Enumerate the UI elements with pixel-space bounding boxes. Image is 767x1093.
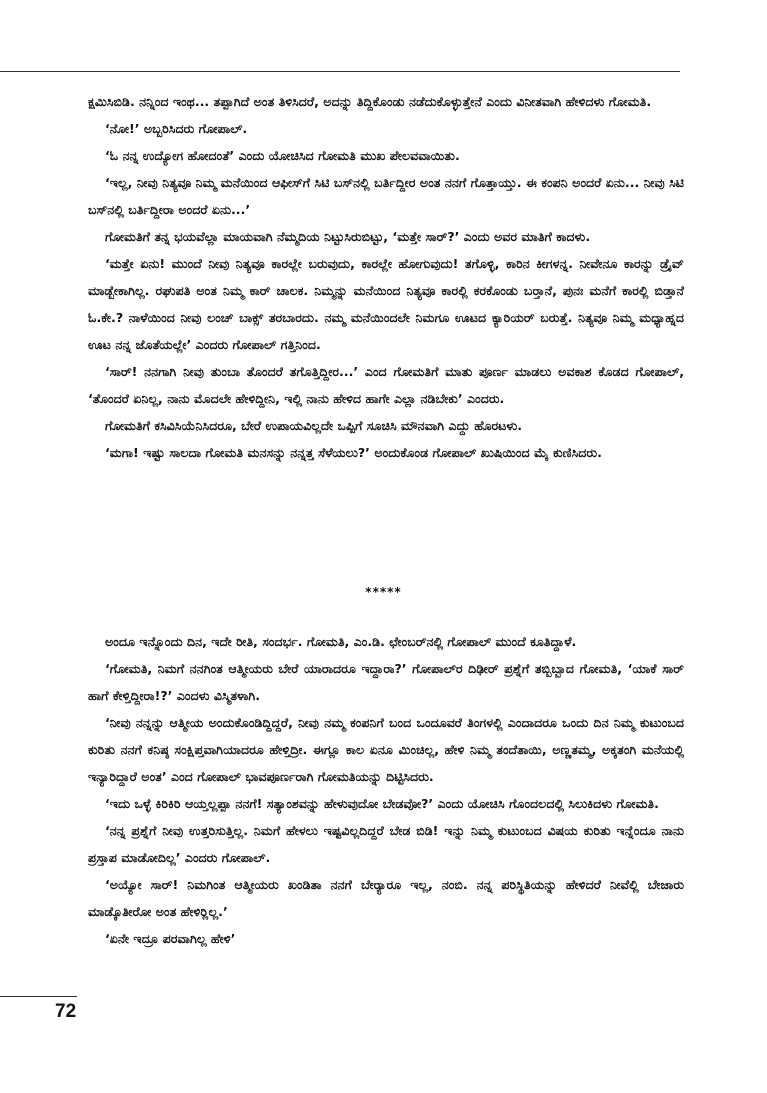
story-section-b bbox=[88, 628, 684, 952]
paragraph: ಅಂದೂ ಇನ್ನೊಂದು ದಿನ, ಇದೇ ರೀತಿ, ಸಂದರ್ಭ. ಗೋಮತಿ, ಎಂ.ಡಿ. ಛೇಂಬರ್‌ನಲ್ಲಿ ಗೋಪಾಲ್ ಮುಂದೆ ಕೂತಿದ್ದಾಳೆ. bbox=[105, 634, 577, 649]
header-rule bbox=[0, 71, 680, 72]
story-section-a bbox=[88, 88, 684, 466]
paragraph: ಗೋಮತಿಗೆ ಕಸಿವಿಸಿಯೆನಿಸಿದರೂ, ಬೇರೆ ಉಪಾಯವಿಲ್ಲದೇ ಒಪ್ಪಿಗೆ ಸೂಚಿಸಿ ಮೌನವಾಗಿ ಎದ್ದು ಹೊರಟಳು. bbox=[105, 418, 523, 433]
page-number: 72 bbox=[55, 1001, 77, 1022]
paragraph: ‘ಅಯ್ಯೋ ಸಾರ್! ನಿಮಗಿಂತ ಆತ್ಮೀಯರು ಖಂಡಿತಾ ನನಗೆ ಬೇರ್‍ಯಾರೂ ಇಲ್ಲ, ನಂಬಿ. ನನ್ನ ಪರಿಸ್ಥಿತಿಯನ್ನು ಹೇಳಿದರೆ ನೀವೆಲ್ಲಿ ಬೇಜಾರು ಮಾಡ್ಕೊತೀರೋ ಅಂತ ಹೇಳಿರ್‍ಲಿಲ್ಲ.’ bbox=[88, 877, 684, 919]
paragraph: ‘ನೀವು ನನ್ನನ್ನು ಆತ್ಮೀಯ ಅಂದುಕೊಂಡಿದ್ದಿದ್ದರೆ, ನೀವು ನಮ್ಮ ಕಂಪನಿಗೆ ಬಂದ ಒಂದೂವರೆ ತಿಂಗಳಲ್ಲಿ ಎಂದಾದರೂ ಒಂದು ದಿನ ನಿಮ್ಮ ಕುಟುಂಬದ ಕುರಿತು ನನಗೆ ಕನಿಷ್ಠ ಸಂಕ್ಷಿಪ್ತವಾಗಿಯಾದರೂ ಹೇಳ್ತಿದ್ರೀ. ಈಗ್ಲೂ ಕಾಲ ಏನೂ ಮಿಂಚಿಲ್ಲ, ಹೇಳಿ ನಿಮ್ಮ ತಂದೆತಾಯಿ, ಅಣ್ಣತಮ್ಮ, ಅಕ್ಕತಂಗಿ ಮನೆಯಲ್ಲಿ ಇನ್ಯಾರಿದ್ದಾರೆ ಅಂತ’ ಎಂದ ಗೋಪಾಲ್ ಭಾವಪೂರ್ಣರಾಗಿ ಗೋಮತಿಯನ್ನು ದಿಟ್ಟಿಸಿದರು. bbox=[88, 715, 684, 784]
section-separator: ***** bbox=[365, 585, 402, 599]
footer-rule bbox=[0, 996, 77, 997]
paragraph: ‘ಮಗಾ! ಇಷ್ಟು ಸಾಲದಾ ಗೋಮತಿ ಮನಸನ್ನು ನನ್ನತ್ತ ಸೆಳೆಯಲು?’ ಅಂದುಕೊಂಡ ಗೋಪಾಲ್ ಖುಷಿಯಿಂದ ಮೈ ಕುಣಿಸಿದರು. bbox=[105, 445, 602, 460]
paragraph: ಕ್ಷಮಿಸಿಬಿಡಿ. ನನ್ನಿಂದ ಇಂಥ... ತಪ್ಪಾಗಿದೆ ಅಂತ ತಿಳಿಸಿದರೆ, ಅದನ್ನು ತಿದ್ದಿಕೊಂಡು ನಡೆದುಕೊಳ್ಳುತ್ತೇನೆ ಎಂದು ವಿನೀತವಾಗಿ ಹೇಳಿದಳು ಗೋಮತಿ. bbox=[88, 94, 652, 109]
paragraph: ಗೋಮತಿಗೆ ತನ್ನ ಭಯವೆಲ್ಲಾ ಮಾಯವಾಗಿ ನೆಮ್ಮದಿಯ ನಿಟ್ಟುಸಿರುಬಿಟ್ಟು, ‘ಮತ್ತೇ ಸಾರ್?’ ಎಂದು ಅವರ ಮಾತಿಗೆ ಕಾದಳು. bbox=[105, 229, 591, 244]
paragraph: ‘ಏನೇ ಇದ್ರೂ ಪರವಾಗಿಲ್ಲ ಹೇಳಿ’ bbox=[105, 931, 236, 946]
paragraph: ‘ಮತ್ತೇ ಏನು! ಮುಂದೆ ನೀವು ನಿತ್ಯವೂ ಕಾರಲ್ಲೇ ಬರುವುದು, ಕಾರಲ್ಲೇ ಹೋಗುವುದು! ತಗೊಳ್ಳಿ, ಕಾರಿನ ಕೀಗಳನ್ನ. ನೀವೇನೂ ಕಾರನ್ನು ಡ್ರೈವ್ ಮಾಡ್ಬೇಕಾಗಿಲ್ಲ. ರಘುಪತಿ ಅಂತ ನಿಮ್ಮ ಕಾರ್ ಚಾಲಕ. ನಿಮ್ಮನ್ನು ಮನೆಯಿಂದ ನಿತ್ಯವೂ ಕಾರಲ್ಲಿ ಕರಕೊಂಡು ಬರ್‍ತಾನೆ, ಪುನಃ ಮನೆಗೆ ಕಾರಲ್ಲಿ ಬಿಡ್ತಾನೆ ಓ.ಕೇ.? ನಾಳೆಯಿಂದ ನೀವು ಲಂಚ್ ಬಾಕ್ಸ್ ತರಬಾರದು. ನಮ್ಮ ಮನೆಯಿಂದಲೇ ನಿಮಗೂ ಊಟದ ಕ್ಯಾರಿಯರ್ ಬರುತ್ತೆ. ನಿತ್ಯವೂ ನಿಮ್ಮ ಮಧ್ಯಾಹ್ನದ ಊಟ ನನ್ನ ಜೊತೆಯಲ್ಲೇ’ ಎಂದರು ಗೋಪಾಲ್ ಗತ್ತಿನಿಂದ. bbox=[88, 256, 684, 352]
paragraph: ‘ಸಾರ್! ನನಗಾಗಿ ನೀವು ತುಂಬಾ ತೊಂದರೆ ತಗೊತ್ತಿದ್ದೀರ...’ ಎಂದ ಗೋಮತಿಗೆ ಮಾತು ಪೂರ್ಣ ಮಾಡಲು ಅವಕಾಶ ಕೊಡದ ಗೋಪಾಲ್, ‘ತೊಂದರೆ ಏನಿಲ್ಲ, ನಾನು ಮೊದಲೇ ಹೇಳಿದ್ದೀನಿ, ಇಲ್ಲಿ ನಾನು ಹೇಳಿದ ಹಾಗೇ ಎಲ್ಲಾ ನಡಿಬೇಕು’ ಎಂದರು. bbox=[88, 364, 684, 406]
paragraph: ‘ಓ ನನ್ನ ಉದ್ಯೋಗ ಹೋದಂತೆ’ ಎಂದು ಯೋಚಿಸಿದ ಗೋಮತಿ ಮುಖ ಪೇಲವವಾಯಿತು. bbox=[105, 148, 460, 163]
paragraph: ‘ಇಲ್ಲ, ನೀವು ನಿತ್ಯವೂ ನಿಮ್ಮ ಮನೆಯಿಂದ ಆಫೀಸ್‌ಗೆ ಸಿಟಿ ಬಸ್‌ನಲ್ಲಿ ಬರ್ತಿದ್ದೀರ ಅಂತ ನನಗೆ ಗೊತ್ತಾಯ್ತು. ಈ ಕಂಪನಿ ಅಂದರೆ ಏನು... ನೀವು ಸಿಟಿ ಬಸ್‌ನಲ್ಲಿ ಬರ್ತಿದ್ದೀರಾ ಅಂದರೆ ಏನು...’ bbox=[88, 175, 684, 217]
paragraph: ‘ನೋ!’ ಅಬ್ಬರಿಸಿದರು ಗೋಪಾಲ್. bbox=[105, 121, 248, 136]
paragraph: ‘ಇದು ಒಳ್ಳೆ ಕಿರಿಕಿರಿ ಆಯ್ತಲ್ಲಪ್ಪಾ ನನಗೆ! ಸತ್ಯಾಂಶವನ್ನು ಹೇಳುವುದೋ ಬೇಡವೋ?’ ಎಂದು ಯೋಚಿಸಿ ಗೊಂದಲದಲ್ಲಿ ಸಿಲುಕಿದಳು ಗೋಮತಿ. bbox=[105, 796, 659, 811]
paragraph: ‘ಗೋಮತಿ, ನಿಮಗೆ ನನಗಿಂತ ಆತ್ಮೀಯರು ಬೇರೆ ಯಾರಾದರೂ ಇದ್ದಾರಾ?’ ಗೋಪಾಲ್‌ರ ದಿಢೀರ್ ಪ್ರಶ್ನೆಗೆ ತಬ್ಬಿಬ್ಬಾದ ಗೋಮತಿ, ‘ಯಾಕೆ ಸಾರ್ ಹಾಗೆ ಕೇಳ್ತಿದ್ದೀರಾ!?’ ಎಂದಳು ವಿಸ್ಮಿತಳಾಗಿ. bbox=[88, 661, 684, 703]
paragraph: ‘ನನ್ನ ಪ್ರಶ್ನೆಗೆ ನೀವು ಉತ್ತರಿಸುತ್ತಿಲ್ಲ. ನಿಮಗೆ ಹೇಳಲು ಇಷ್ಟವಿಲ್ಲದಿದ್ದರೆ ಬೇಡ ಬಿಡಿ! ಇನ್ನು ನಿಮ್ಮ ಕುಟುಂಬದ ವಿಷಯ ಕುರಿತು ಇನ್ನೆಂದೂ ನಾನು ಪ್ರಸ್ತಾಪ ಮಾಡೋದಿಲ್ಲ’ ಎಂದರು ಗೋಪಾಲ್. bbox=[88, 823, 684, 865]
